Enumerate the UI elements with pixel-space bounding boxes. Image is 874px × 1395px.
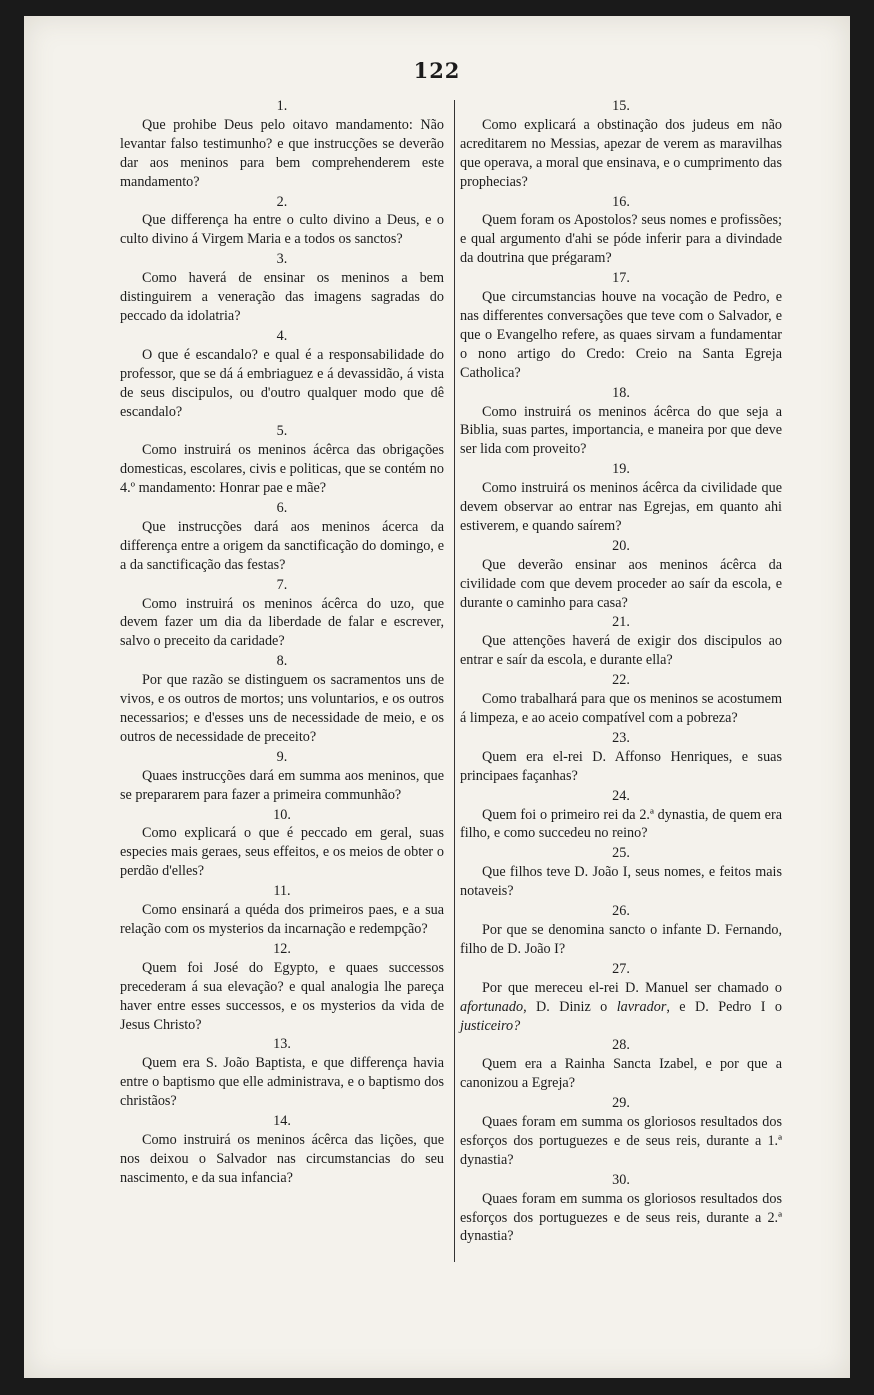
question-item xyxy=(120,651,444,747)
question-number: 20. xyxy=(612,537,630,554)
question-item xyxy=(460,670,782,728)
question-text-part: , e D. Pedro I o xyxy=(666,998,782,1015)
question-text: Como explicará o que é peccado em geral, suas especies mais geraes, seus effeitos, e os meios de obter o perdão d'elles? xyxy=(120,825,444,880)
question-item xyxy=(120,881,444,939)
question-text: Que filhos teve D. João I, seus nomes, e feitos mais notaveis? xyxy=(460,864,782,900)
question-number: 4. xyxy=(276,327,288,344)
question-item xyxy=(460,459,782,536)
question-text: Quem foi José do Egypto, e quaes successos precederam á sua elevação? e qual analogia lhe pareça haver entre esses successos, e os mysterios da vida de Jesus Christo? xyxy=(120,959,444,1033)
question-number: 16. xyxy=(612,193,630,210)
epithet-lavrador: lavrador xyxy=(616,998,667,1015)
question-text-part: Por que mereceu el-rei D. Manuel ser chamado o xyxy=(482,979,782,996)
question-text: Que differença ha entre o culto divino a Deus, e o culto divino á Virgem Maria e a todos os sanctos? xyxy=(120,212,444,248)
right-column xyxy=(460,96,782,1246)
question-item xyxy=(460,959,782,1036)
question-item xyxy=(460,901,782,959)
question-text: Quem era a Rainha Sancta Izabel, e por que a canonizou a Egreja? xyxy=(460,1056,782,1092)
question-text: Que instrucções dará aos meninos ácerca da differença entre a origem da sanctificação do domingo, e a da sanctificação das festas? xyxy=(120,518,444,573)
question-text: O que é escandalo? e qual é a responsabilidade do professor, que se dá á embriaguez e á devassidão, á vista de seus discipulos, ou d'outro qualquer modo que dê escandalo? xyxy=(120,346,444,420)
question-number: 15. xyxy=(612,98,630,114)
question-item xyxy=(120,939,444,1035)
question-text: Quem foram os Apostolos? seus nomes e profissões; e qual argumento d'ahi se póde inferir para a divindade da doutrina que prégaram? xyxy=(460,212,782,267)
question-number: 10. xyxy=(273,806,291,823)
question-text: Que circumstancias houve na vocação de Pedro, e nas differentes conversações que teve com o Salvador, e que o Evangelho refere, as quaes sirvam a fundamentar o nono artigo do Credo: Creio na Santa Egreja Catholica? xyxy=(460,289,782,381)
question-number: 2. xyxy=(276,193,288,210)
question-item xyxy=(460,383,782,460)
question-item xyxy=(460,1035,782,1093)
column-divider xyxy=(454,100,455,1262)
question-text: Quem era S. João Baptista, e que differença havia entre o baptismo que elle administrava, e o baptismo dos christãos? xyxy=(120,1055,444,1110)
question-item xyxy=(460,536,782,613)
question-number: 25. xyxy=(612,845,630,862)
question-text: Por que razão se distinguem os sacramentos uns de vivos, e os outros de mortos; uns voluntarios, e os outros necessarios; e d'esses uns de necessidade de meio, e os outros de necessidade de preceito? xyxy=(120,672,444,745)
question-number: 17. xyxy=(612,270,630,287)
question-number: 1. xyxy=(276,98,288,114)
question-item xyxy=(120,421,444,498)
question-item xyxy=(120,575,444,652)
question-number: 9. xyxy=(276,748,288,765)
question-number: 23. xyxy=(612,729,630,746)
question-item xyxy=(460,786,782,844)
question-number: 19. xyxy=(612,461,630,478)
question-item xyxy=(460,192,782,269)
question-number: 8. xyxy=(276,653,288,670)
question-number: 28. xyxy=(612,1037,630,1054)
question-number: 11. xyxy=(273,883,291,900)
page-number: 122 xyxy=(413,58,461,83)
question-text: Como instruirá os meninos ácêrca do uzo, que devem fazer um dia da liberdade de falar e escrever, salvo o preceito da caridade? xyxy=(120,595,444,650)
question-item xyxy=(120,498,444,575)
question-number: 5. xyxy=(276,423,288,440)
question-text: Quaes foram em summa os gloriosos resultados dos esforços dos portuguezes e de seus reis, durante a 2.ª dynastia? xyxy=(460,1190,782,1245)
question-text: Quaes foram em summa os gloriosos resultados dos esforços dos portuguezes e de seus reis, durante a 1.ª dynastia? xyxy=(460,1114,782,1168)
question-text: Que attenções haverá de exigir dos discipulos ao entrar e saír da escola, e durante ella? xyxy=(460,633,782,669)
question-text: Como ensinará a quéda dos primeiros paes, e a sua relação com os mysterios da incarnação e redempção? xyxy=(120,902,444,937)
question-number: 7. xyxy=(276,576,288,593)
book-page xyxy=(24,16,850,1378)
epithet-afortunado: afortunado xyxy=(460,998,524,1015)
question-item xyxy=(460,1093,782,1170)
question-text: Como trabalhará para que os meninos se acostumem á limpeza, e ao aceio compatível com a pobreza? xyxy=(460,691,782,726)
question-text: Que deverão ensinar aos meninos ácêrca da civilidade com que devem proceder ao saír da escola, e durante o caminho para casa? xyxy=(460,556,782,611)
question-text: Quem foi o primeiro rei da 2.ª dynastia, de quem era filho, e como succedeu no reino? xyxy=(460,806,782,842)
question-number: 12. xyxy=(273,940,291,957)
question-number: 22. xyxy=(612,672,630,689)
question-text: Como instruirá os meninos ácêrca das obrigações domesticas, escolares, civis e politicas, que se contém no 4.º mandamento: Honrar pae e mãe? xyxy=(120,442,444,497)
question-number: 24. xyxy=(612,787,630,804)
question-text: Como instruirá os meninos ácêrca das lições, que nos deixou o Salvador nas circumstancias do seu nascimento, e da sua infancia? xyxy=(120,1131,444,1186)
question-text: Como instruirá os meninos ácêrca da civilidade que devem observar ao entrar nas Egrejas, em quanto ahi estiverem, e quando saírem? xyxy=(460,480,782,534)
question-text-part: , D. Diniz o xyxy=(523,998,617,1015)
question-item xyxy=(120,249,444,326)
question-item xyxy=(460,612,782,670)
question-item xyxy=(120,1111,444,1188)
question-item xyxy=(460,96,782,192)
question-text: Como instruirá os meninos ácêrca do que seja a Biblia, suas partes, importancia, e maneira por que deve ser lida com proveito? xyxy=(460,403,782,458)
question-text: Quaes instrucções dará em summa aos meninos, que se prepararem para fazer a primeira communhão? xyxy=(120,767,444,803)
question-item xyxy=(120,1034,444,1111)
epithet-justiceiro: justiceiro? xyxy=(460,1017,521,1034)
question-number: 26. xyxy=(612,903,630,920)
question-text xyxy=(460,979,782,1036)
question-item xyxy=(120,96,444,192)
question-text: Que prohibe Deus pelo oitavo mandamento: Não levantar falso testimunho? e que instrucções se deverão dar aos meninos para bem comprehenderem este mandamento? xyxy=(120,116,444,190)
question-text: Como explicará a obstinação dos judeus em não acreditarem no Messias, apezar de verem as maravilhas que operava, a moral que ensinava, e o cumprimento das prophecias? xyxy=(460,116,782,190)
question-item xyxy=(120,192,444,250)
question-item xyxy=(120,326,444,422)
question-number: 30. xyxy=(612,1171,630,1188)
question-item xyxy=(460,843,782,901)
question-number: 13. xyxy=(273,1036,291,1053)
question-text: Quem era el-rei D. Affonso Henriques, e suas principaes façanhas? xyxy=(460,748,782,784)
question-item xyxy=(460,1170,782,1247)
question-number: 18. xyxy=(612,384,630,401)
question-item xyxy=(120,747,444,805)
question-number: 14. xyxy=(273,1113,291,1130)
question-number: 29. xyxy=(612,1095,630,1112)
question-text: Por que se denomina sancto o infante D. Fernando, filho de D. João I? xyxy=(460,921,782,957)
question-item xyxy=(460,728,782,786)
left-column xyxy=(120,96,444,1188)
question-text: Como haverá de ensinar os meninos a bem distinguirem a veneração das imagens sagradas do peccado da idolatria? xyxy=(120,270,444,324)
question-item xyxy=(460,268,782,382)
question-item xyxy=(120,805,444,882)
question-number: 6. xyxy=(276,500,288,517)
question-number: 27. xyxy=(612,960,630,977)
question-number: 3. xyxy=(276,251,288,268)
question-number: 21. xyxy=(612,614,630,631)
